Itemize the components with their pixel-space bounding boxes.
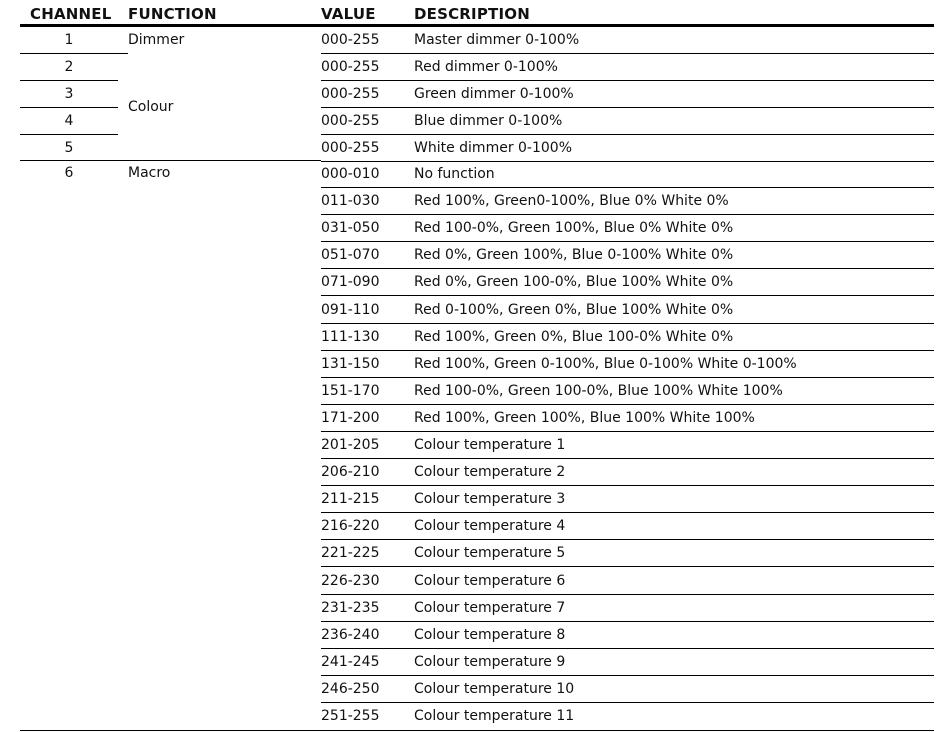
row-divider: [321, 539, 934, 540]
row-divider: [321, 648, 934, 649]
row-divider: [118, 53, 128, 54]
row-divider: [321, 485, 934, 486]
dmx-description: Red 100%, Green 100%, Blue 100% White 100%: [414, 409, 755, 426]
dmx-value: 151-170: [321, 382, 380, 399]
dmx-value: 000-255: [321, 32, 380, 48]
dmx-value: 071-090: [321, 274, 380, 291]
row-divider: [321, 53, 934, 54]
dmx-description: Colour temperature 2: [414, 464, 566, 481]
dmx-description: Colour temperature 9: [414, 653, 566, 670]
function-label: Dimmer: [128, 32, 185, 48]
channel-number: 3: [64, 86, 74, 102]
dmx-description: Red 100-0%, Green 100%, Blue 0% White 0%: [414, 220, 734, 237]
row-divider: [20, 80, 118, 81]
table-bottom-rule: [20, 730, 934, 731]
row-divider: [20, 107, 118, 108]
dmx-description: Colour temperature 8: [414, 626, 566, 643]
dmx-description: Colour temperature 1: [414, 437, 566, 453]
row-divider: [321, 107, 934, 108]
row-divider: [321, 161, 934, 162]
dmx-value: 221-225: [321, 545, 380, 562]
header-channel: CHANNEL: [30, 5, 112, 23]
dmx-value: 236-240: [321, 626, 380, 643]
dmx-description: Red 0%, Green 100%, Blue 0-100% White 0%: [414, 247, 734, 264]
function-label: Macro: [128, 165, 171, 181]
row-divider: [321, 594, 934, 595]
dmx-value: 051-070: [321, 247, 380, 264]
dmx-description: Colour temperature 6: [414, 572, 566, 589]
dmx-value: 231-235: [321, 599, 380, 616]
dmx-description: Colour temperature 4: [414, 518, 566, 535]
dmx-description: Colour temperature 11: [414, 708, 575, 724]
row-divider: [321, 458, 934, 459]
row-divider: [20, 134, 118, 135]
dmx-description: No function: [414, 166, 495, 182]
dmx-value: 131-150: [321, 355, 380, 372]
dmx-description: Red dimmer 0-100%: [414, 59, 558, 75]
dmx-description: Colour temperature 5: [414, 545, 566, 562]
dmx-description: Green dimmer 0-100%: [414, 86, 574, 102]
row-divider: [20, 160, 321, 161]
channel-number: 6: [64, 165, 74, 181]
row-divider: [321, 566, 934, 567]
channel-number: 4: [64, 113, 74, 129]
dmx-description: Blue dimmer 0-100%: [414, 113, 563, 129]
channel-number: 5: [64, 140, 74, 156]
dmx-value: 206-210: [321, 464, 380, 481]
row-divider: [321, 431, 934, 432]
dmx-description: White dimmer 0-100%: [414, 140, 573, 156]
dmx-value: 246-250: [321, 680, 380, 697]
dmx-value: 000-010: [321, 166, 380, 182]
dmx-description: Red 100%, Green 0-100%, Blue 0-100% White 0-100%: [414, 355, 797, 372]
dmx-description: Colour temperature 10: [414, 680, 575, 697]
dmx-description: Red 100%, Green0-100%, Blue 0% White 0%: [414, 193, 729, 210]
dmx-value: 216-220: [321, 518, 380, 535]
dmx-description: Red 100%, Green 0%, Blue 100-0% White 0%: [414, 328, 734, 345]
dmx-value: 111-130: [321, 328, 380, 345]
dmx-value: 000-255: [321, 59, 380, 75]
function-label: Colour: [128, 99, 174, 115]
dmx-description: Red 100-0%, Green 100-0%, Blue 100% White 100%: [414, 382, 783, 399]
dmx-value: 000-255: [321, 140, 380, 156]
dmx-description: Colour temperature 7: [414, 599, 566, 616]
dmx-value: 000-255: [321, 113, 380, 129]
dmx-value: 000-255: [321, 86, 380, 102]
header-function: FUNCTION: [128, 5, 217, 23]
dmx-description: Red 0%, Green 100-0%, Blue 100% White 0%: [414, 274, 734, 291]
channel-number: 2: [64, 59, 74, 75]
dmx-value: 241-245: [321, 653, 380, 670]
row-divider: [321, 80, 934, 81]
dmx-value: 201-205: [321, 437, 380, 453]
dmx-value: 091-110: [321, 301, 380, 318]
dmx-description: Colour temperature 3: [414, 491, 566, 508]
dmx-value: 031-050: [321, 220, 380, 237]
channel-number: 1: [64, 32, 74, 48]
dmx-channel-table: [20, 0, 934, 732]
row-divider: [321, 675, 934, 676]
header-description: DESCRIPTION: [414, 5, 530, 23]
dmx-value: 251-255: [321, 708, 380, 724]
row-divider: [321, 621, 934, 622]
dmx-value: 171-200: [321, 409, 380, 426]
header-value: VALUE: [321, 5, 376, 23]
row-divider: [321, 702, 934, 703]
row-divider: [20, 53, 118, 54]
row-divider: [321, 134, 934, 135]
dmx-value: 011-030: [321, 193, 380, 210]
dmx-value: 211-215: [321, 491, 380, 508]
dmx-value: 226-230: [321, 572, 380, 589]
row-divider: [321, 512, 934, 513]
dmx-description: Red 0-100%, Green 0%, Blue 100% White 0%: [414, 301, 734, 318]
dmx-description: Master dimmer 0-100%: [414, 32, 580, 48]
